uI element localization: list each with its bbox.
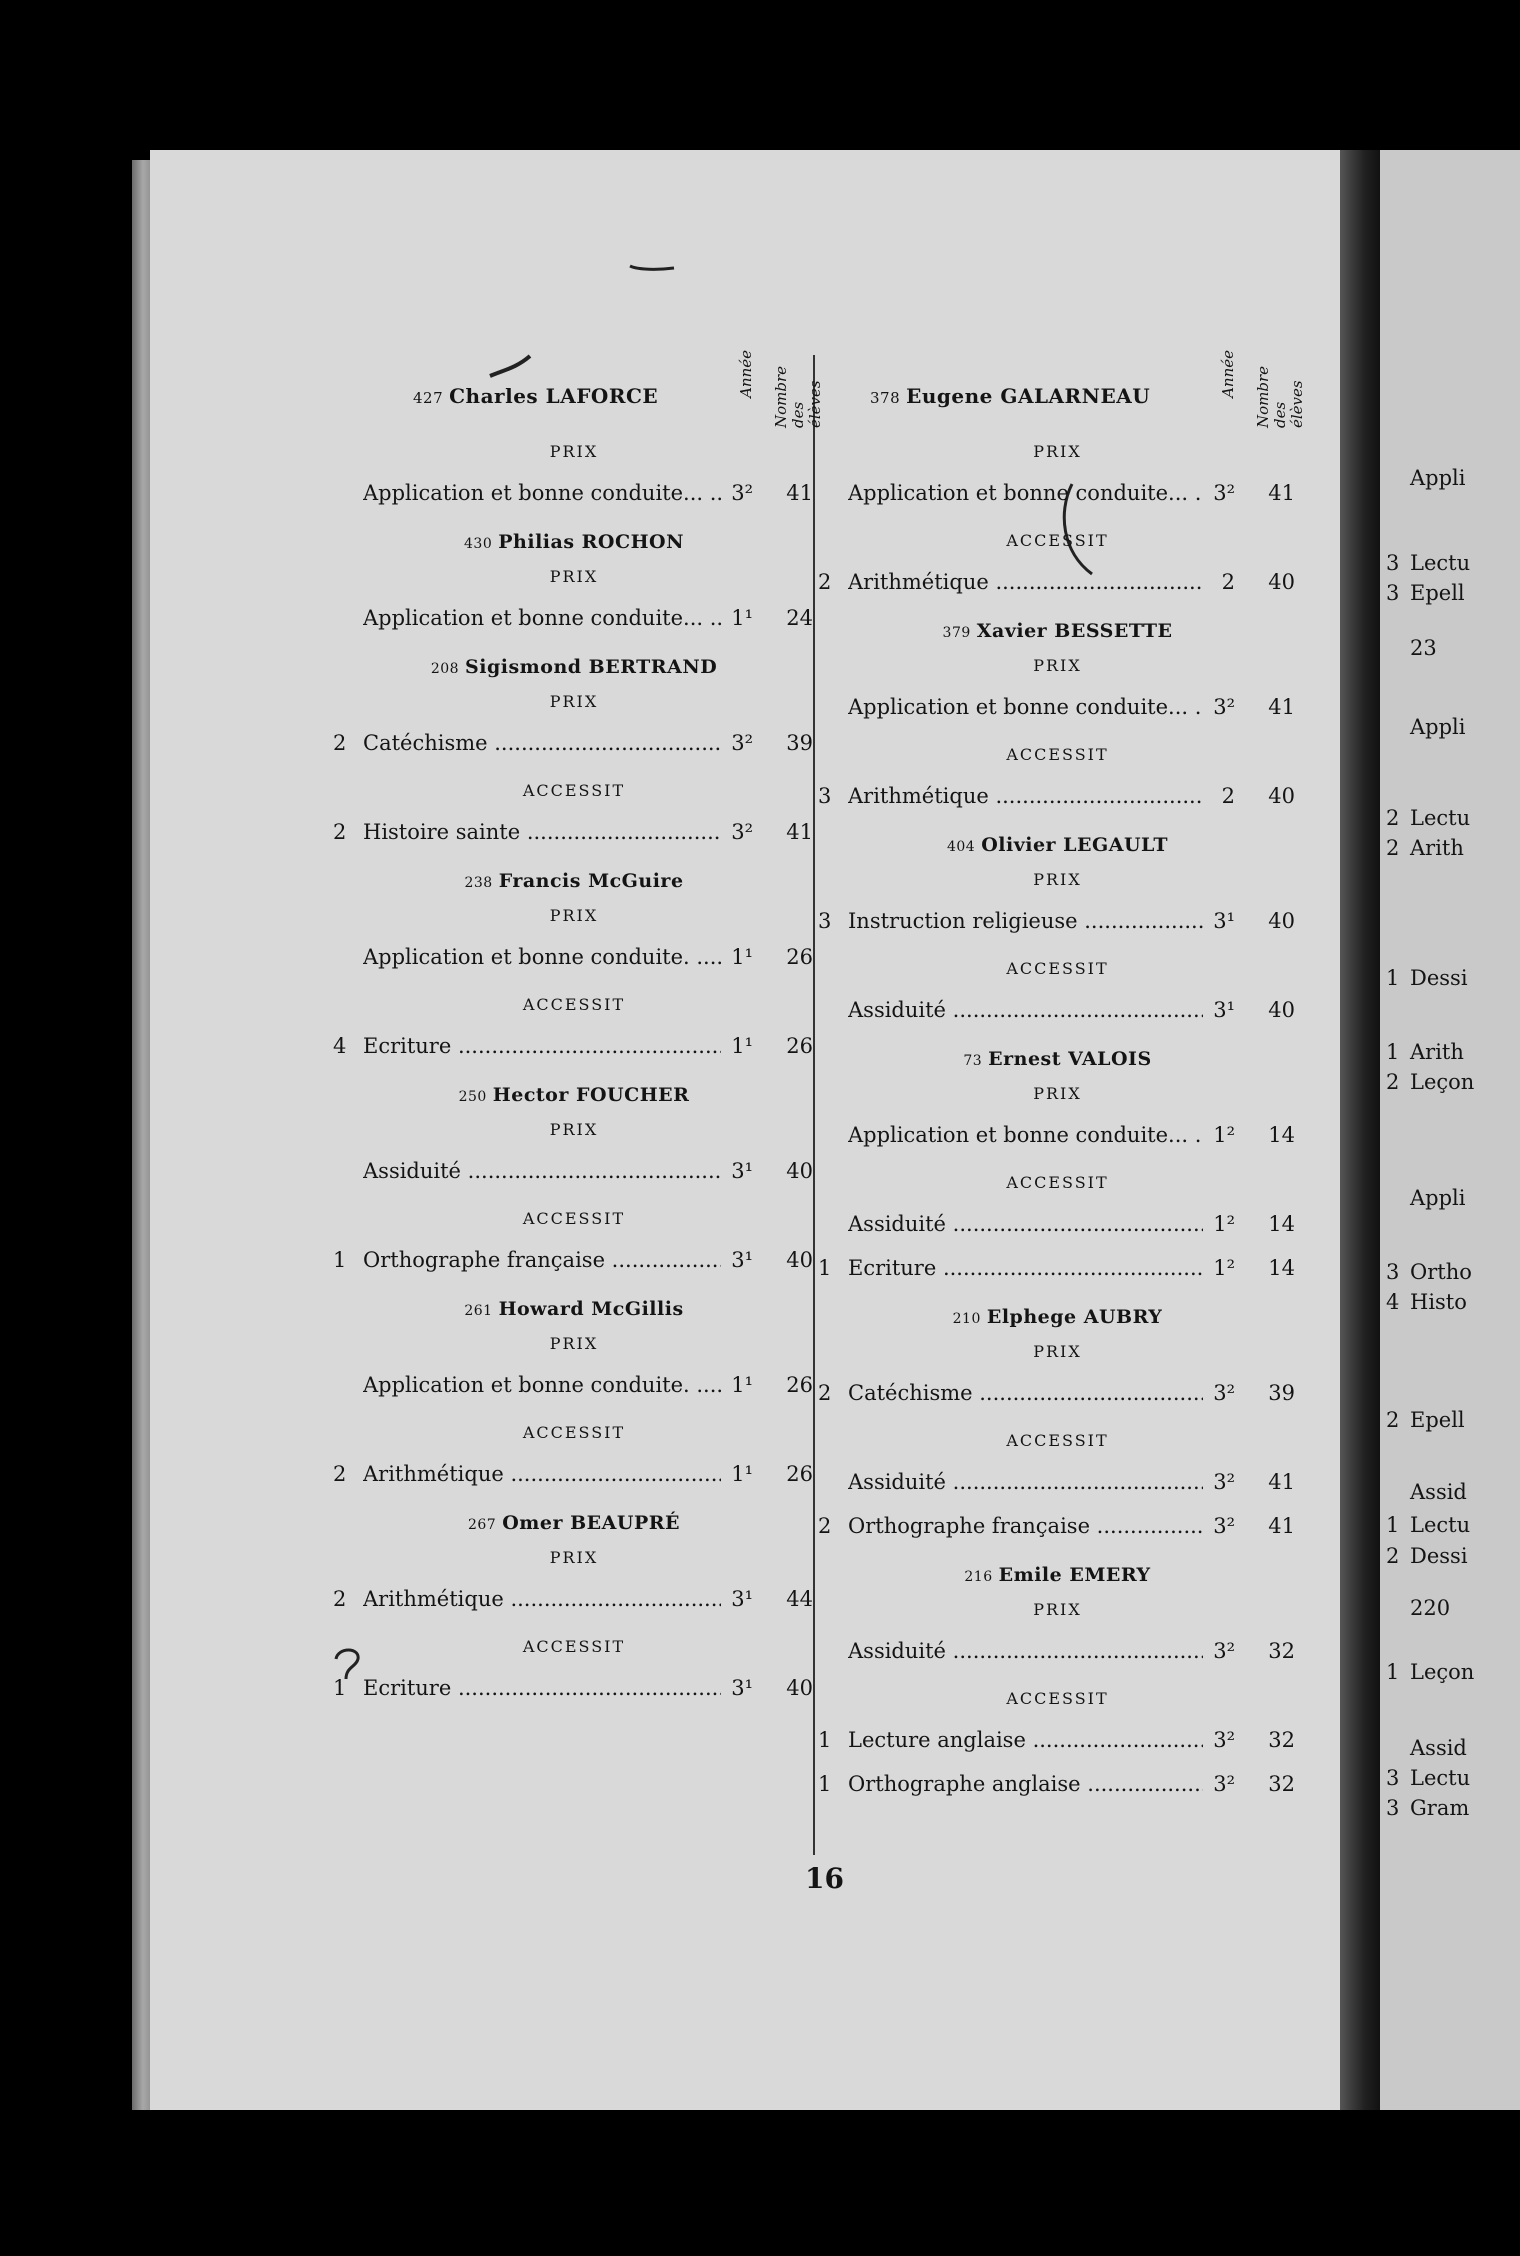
section-label: ACCESSIT bbox=[522, 1209, 626, 1228]
section-label: PRIX bbox=[1033, 442, 1082, 461]
nombre-value: 26 bbox=[786, 1373, 813, 1397]
annee-value: 3¹ bbox=[1205, 998, 1235, 1022]
student-number: 73 bbox=[963, 1053, 983, 1069]
student-number: 267 bbox=[467, 1517, 497, 1533]
fragment-text: Arith bbox=[1410, 836, 1464, 860]
annee-value: 1¹ bbox=[723, 1034, 753, 1058]
rank-number: 2 bbox=[818, 1514, 832, 1538]
annee-value: 3² bbox=[723, 731, 753, 755]
nombre-value: 32 bbox=[1268, 1639, 1295, 1663]
annee-value: 3² bbox=[1205, 481, 1235, 505]
nombre-value: 41 bbox=[1268, 1514, 1295, 1538]
column-header bbox=[335, 340, 824, 428]
rank-number: 1 bbox=[1386, 1660, 1400, 1684]
fragment-text: Leçon bbox=[1410, 1660, 1475, 1684]
section-label: ACCESSIT bbox=[1006, 1431, 1109, 1450]
rank-number: 1 bbox=[333, 1676, 347, 1700]
fragment-text: Lectu bbox=[1410, 806, 1471, 830]
annee-value: 3² bbox=[1205, 1639, 1235, 1663]
student-number: 210 bbox=[952, 1311, 981, 1327]
annee-value: 1² bbox=[1205, 1212, 1235, 1236]
section-label: PRIX bbox=[549, 1120, 599, 1139]
prize-row bbox=[820, 1506, 1295, 1550]
annee-value: 3² bbox=[723, 481, 753, 505]
fragment-text: Appli bbox=[1410, 466, 1466, 490]
fragment-text: Leçon bbox=[1410, 1070, 1475, 1094]
rank-number: 1 bbox=[818, 1256, 832, 1280]
rank-number: 1 bbox=[333, 1248, 347, 1272]
section-label: PRIX bbox=[549, 1548, 599, 1567]
annee-value: 3¹ bbox=[723, 1248, 753, 1272]
prize-row bbox=[335, 1240, 813, 1284]
left-column bbox=[333, 340, 824, 1712]
student-name-text: Sigismond BERTRAND bbox=[465, 656, 718, 678]
column-divider bbox=[813, 355, 815, 1855]
nombre-value: 14 bbox=[1268, 1123, 1295, 1147]
fragment-text: Dessi bbox=[1410, 1544, 1468, 1568]
nombre-value: 40 bbox=[1268, 909, 1295, 933]
rank-number: 3 bbox=[1386, 581, 1400, 605]
rank-number: 2 bbox=[333, 1462, 347, 1486]
fragment-text: Lectu bbox=[1410, 1766, 1471, 1790]
page-number: 16 bbox=[805, 1862, 844, 1895]
next-page-line bbox=[1386, 1544, 1468, 1568]
next-page-line bbox=[1386, 1290, 1467, 1314]
subject: Arithmétique ..... bbox=[363, 1462, 721, 1486]
next-page-line bbox=[1386, 1736, 1467, 1760]
next-page-line bbox=[1386, 1596, 1450, 1620]
student-name-text: Olivier LEGAULT bbox=[981, 834, 1169, 856]
rank-number: 4 bbox=[333, 1034, 347, 1058]
subject: Assiduité ..... bbox=[848, 1639, 1203, 1663]
subject: Application et bonne conduite... ..... bbox=[848, 481, 1203, 505]
section-label: PRIX bbox=[1033, 1084, 1082, 1103]
prize-row bbox=[335, 1151, 813, 1195]
fragment-text: Dessi bbox=[1410, 966, 1468, 990]
student-name bbox=[335, 656, 813, 678]
next-page-line bbox=[1386, 1766, 1470, 1790]
student-name bbox=[335, 1084, 813, 1106]
section-label: ACCESSIT bbox=[1006, 959, 1109, 978]
student-name-text: Francis McGuire bbox=[498, 870, 684, 892]
next-page-line bbox=[1386, 636, 1437, 660]
student-number: 250 bbox=[458, 1089, 487, 1105]
rank-number: 2 bbox=[1386, 1070, 1400, 1094]
section-label: ACCESSIT bbox=[1006, 1173, 1109, 1192]
subject: Catéchisme ..... bbox=[363, 731, 721, 755]
annee-value: 1² bbox=[1205, 1256, 1235, 1280]
subject: Arithmétique ..... bbox=[848, 784, 1203, 808]
next-page-line bbox=[1386, 466, 1465, 490]
nombre-value: 41 bbox=[1268, 1470, 1295, 1494]
section-label: PRIX bbox=[1033, 1600, 1082, 1619]
prize-row bbox=[335, 598, 813, 642]
rank-number: 3 bbox=[818, 909, 832, 933]
prize-row bbox=[820, 990, 1295, 1034]
nombre-value: 41 bbox=[1268, 481, 1295, 505]
fragment-text: Gram bbox=[1410, 1796, 1470, 1820]
student-name-text: Elphege AUBRY bbox=[986, 1306, 1163, 1328]
next-page-line bbox=[1386, 836, 1464, 860]
fragment-text: Histo bbox=[1410, 1290, 1467, 1314]
subject: Application et bonne conduite... ..... bbox=[363, 481, 721, 505]
annee-value: 3² bbox=[1205, 695, 1235, 719]
section-label: ACCESSIT bbox=[1006, 745, 1109, 764]
student-name bbox=[335, 1298, 813, 1320]
next-page-line bbox=[1386, 1796, 1469, 1820]
nombre-value: 40 bbox=[1268, 998, 1295, 1022]
prize-row bbox=[820, 562, 1295, 606]
student-name bbox=[820, 1048, 1295, 1070]
annee-value: 3² bbox=[1205, 1470, 1235, 1494]
section-label: PRIX bbox=[1033, 656, 1082, 675]
nombre-value: 40 bbox=[786, 1248, 813, 1272]
rank-number: 4 bbox=[1386, 1290, 1400, 1314]
student-name bbox=[335, 1512, 813, 1534]
prize-row bbox=[820, 1204, 1295, 1248]
nombre-value: 32 bbox=[1268, 1772, 1295, 1796]
prize-row bbox=[820, 473, 1295, 517]
subject: Orthographe française ..... bbox=[848, 1514, 1203, 1538]
nombre-value: 40 bbox=[1268, 784, 1295, 808]
next-page-line bbox=[1386, 806, 1470, 830]
section-label: PRIX bbox=[549, 442, 599, 461]
student-number: 208 bbox=[430, 661, 460, 677]
subject: Lecture anglaise ..... bbox=[848, 1728, 1203, 1752]
fragment-text: Epell bbox=[1410, 581, 1465, 605]
subject: Assiduité ..... bbox=[848, 998, 1203, 1022]
prize-row bbox=[820, 1248, 1295, 1292]
fragment-text: Epell bbox=[1410, 1408, 1465, 1432]
annee-value: 3¹ bbox=[1205, 909, 1235, 933]
nombre-value: 41 bbox=[1268, 695, 1295, 719]
fragment-text: Lectu bbox=[1410, 551, 1471, 575]
prize-row bbox=[335, 1454, 813, 1498]
next-page-line bbox=[1386, 1660, 1474, 1684]
annee-value: 3² bbox=[1205, 1381, 1235, 1405]
student-name-text: Xavier BESSETTE bbox=[976, 620, 1173, 642]
prize-row bbox=[335, 723, 813, 767]
rank-number: 1 bbox=[818, 1728, 832, 1752]
rank-number: 1 bbox=[1386, 1040, 1400, 1064]
student-name-text: Howard McGillis bbox=[498, 1298, 684, 1320]
annee-value: 3² bbox=[723, 820, 753, 844]
fragment-text: Assid bbox=[1410, 1736, 1467, 1760]
rank-number: 2 bbox=[333, 731, 347, 755]
student-name-text: Emile EMERY bbox=[998, 1564, 1151, 1586]
next-page-line bbox=[1386, 1040, 1464, 1064]
next-page-line bbox=[1386, 551, 1470, 575]
subject: Orthographe anglaise ..... bbox=[848, 1772, 1203, 1796]
right-column bbox=[818, 340, 1306, 1808]
prize-row bbox=[335, 1026, 813, 1070]
subject: Ecriture ..... bbox=[363, 1034, 721, 1058]
student-number: 430 bbox=[464, 536, 493, 552]
annee-value: 3² bbox=[1205, 1514, 1235, 1538]
annee-value: 1¹ bbox=[723, 1462, 753, 1486]
annee-value: 2 bbox=[1205, 784, 1235, 808]
subject: Ecriture ..... bbox=[363, 1676, 721, 1700]
student-name bbox=[820, 1306, 1295, 1328]
prize-row bbox=[335, 1365, 813, 1409]
rank-number: 2 bbox=[1386, 836, 1400, 860]
rank-number: 3 bbox=[818, 784, 832, 808]
student-name bbox=[820, 620, 1295, 642]
student-name bbox=[820, 834, 1295, 856]
subject: Application et bonne conduite. ..... bbox=[363, 1373, 721, 1397]
nombre-value: 26 bbox=[786, 945, 813, 969]
next-page-line bbox=[1386, 1260, 1472, 1284]
nombre-header: Nombre des élèves bbox=[1254, 365, 1306, 428]
section-label: ACCESSIT bbox=[522, 1423, 626, 1442]
nombre-value: 24 bbox=[786, 606, 813, 630]
rank-number: 1 bbox=[1386, 1513, 1400, 1537]
subject: Application et bonne conduite. ..... bbox=[363, 945, 721, 969]
annee-value: 1¹ bbox=[723, 945, 753, 969]
next-page-fragment bbox=[1380, 150, 1520, 2110]
student-name-text: Omer BEAUPRÉ bbox=[502, 1512, 680, 1534]
rank-number: 2 bbox=[1386, 1544, 1400, 1568]
fragment-text: Arith bbox=[1410, 1040, 1464, 1064]
book-gutter bbox=[1340, 150, 1380, 2110]
fragment-text: 220 bbox=[1410, 1596, 1451, 1620]
student-name bbox=[870, 384, 1150, 408]
rank-number: 2 bbox=[333, 820, 347, 844]
rank-number: 3 bbox=[1386, 551, 1400, 575]
annee-value: 1¹ bbox=[723, 606, 753, 630]
student-number: 404 bbox=[946, 839, 976, 855]
section-label: PRIX bbox=[549, 567, 599, 586]
nombre-value: 26 bbox=[786, 1034, 813, 1058]
student-number: 378 bbox=[870, 389, 901, 407]
section-label: ACCESSIT bbox=[1006, 1689, 1109, 1708]
annee-value: 3¹ bbox=[723, 1587, 753, 1611]
nombre-value: 41 bbox=[786, 481, 813, 505]
prize-row bbox=[820, 901, 1295, 945]
prize-row bbox=[335, 473, 813, 517]
subject: Assiduité ..... bbox=[848, 1212, 1203, 1236]
student-number: 261 bbox=[464, 1303, 493, 1319]
next-page-line bbox=[1386, 966, 1468, 990]
subject: Histoire sainte ..... bbox=[363, 820, 721, 844]
student-name-text: Ernest VALOIS bbox=[988, 1048, 1152, 1070]
nombre-value: 44 bbox=[786, 1587, 813, 1611]
student-number: 427 bbox=[413, 389, 444, 407]
student-name-text: Charles LAFORCE bbox=[449, 384, 659, 408]
fragment-text: Assid bbox=[1410, 1480, 1467, 1504]
subject: Assiduité ..... bbox=[848, 1470, 1203, 1494]
section-label: PRIX bbox=[549, 692, 599, 711]
prize-row bbox=[820, 1720, 1295, 1764]
student-number: 379 bbox=[942, 625, 971, 641]
student-name-text: Philias ROCHON bbox=[498, 531, 684, 553]
rank-number: 3 bbox=[1386, 1796, 1400, 1820]
prize-row bbox=[335, 937, 813, 981]
prize-row bbox=[820, 1764, 1295, 1808]
next-page-line bbox=[1386, 1480, 1467, 1504]
subject: Catéchisme ..... bbox=[848, 1381, 1203, 1405]
nombre-value: 39 bbox=[1268, 1381, 1295, 1405]
annee-value: 3¹ bbox=[723, 1676, 753, 1700]
nombre-header: Nombre des élèves bbox=[772, 365, 824, 428]
next-page-line bbox=[1386, 581, 1465, 605]
subject: Orthographe française ..... bbox=[363, 1248, 721, 1272]
annee-value: 1² bbox=[1205, 1123, 1235, 1147]
subject: Instruction religieuse ..... bbox=[848, 909, 1203, 933]
student-name-text: Hector FOUCHER bbox=[492, 1084, 690, 1106]
rank-number: 2 bbox=[818, 570, 832, 594]
section-label: PRIX bbox=[549, 906, 599, 925]
subject: Application et bonne conduite... ..... bbox=[848, 695, 1203, 719]
nombre-value: 14 bbox=[1268, 1212, 1295, 1236]
fragment-text: Appli bbox=[1410, 1186, 1466, 1210]
section-label: ACCESSIT bbox=[522, 1637, 626, 1656]
nombre-value: 32 bbox=[1268, 1728, 1295, 1752]
prize-row bbox=[335, 1579, 813, 1623]
rank-number: 2 bbox=[818, 1381, 832, 1405]
next-page-line bbox=[1386, 1513, 1470, 1537]
prize-row bbox=[820, 1462, 1295, 1506]
student-name bbox=[820, 1564, 1295, 1586]
rank-number: 2 bbox=[1386, 1408, 1400, 1432]
annee-value: 3² bbox=[1205, 1728, 1235, 1752]
column-header bbox=[820, 340, 1306, 428]
section-label: ACCESSIT bbox=[1006, 531, 1109, 550]
student-name bbox=[335, 870, 813, 892]
next-page-line bbox=[1386, 1186, 1465, 1210]
subject: Arithmétique ..... bbox=[848, 570, 1203, 594]
fragment-text: Appli bbox=[1410, 715, 1466, 739]
fragment-text: Lectu bbox=[1410, 1513, 1471, 1537]
nombre-value: 14 bbox=[1268, 1256, 1295, 1280]
student-name-text: Eugene GALARNEAU bbox=[906, 384, 1151, 408]
prize-row bbox=[820, 1115, 1295, 1159]
next-page-line bbox=[1386, 1070, 1474, 1094]
prize-row bbox=[820, 1373, 1295, 1417]
prize-row bbox=[335, 1668, 813, 1712]
student-name bbox=[413, 384, 658, 408]
annee-header: Année bbox=[1219, 350, 1237, 398]
student-number: 238 bbox=[464, 875, 493, 891]
section-label: ACCESSIT bbox=[522, 995, 626, 1014]
annee-value: 3² bbox=[1205, 1772, 1235, 1796]
section-label: PRIX bbox=[1033, 870, 1082, 889]
next-page-line bbox=[1386, 1408, 1465, 1432]
nombre-value: 40 bbox=[786, 1676, 813, 1700]
fragment-text: Ortho bbox=[1410, 1260, 1472, 1284]
subject: Arithmétique ..... bbox=[363, 1587, 721, 1611]
nombre-value: 40 bbox=[786, 1159, 813, 1183]
annee-header: Année bbox=[737, 350, 755, 398]
rank-number: 2 bbox=[1386, 806, 1400, 830]
pencil-stroke bbox=[628, 258, 678, 278]
student-number: 216 bbox=[964, 1569, 993, 1585]
rank-number: 1 bbox=[818, 1772, 832, 1796]
nombre-value: 26 bbox=[786, 1462, 813, 1486]
section-label: PRIX bbox=[549, 1334, 599, 1353]
subject: Ecriture ..... bbox=[848, 1256, 1203, 1280]
subject: Application et bonne conduite... ..... bbox=[363, 606, 721, 630]
nombre-value: 39 bbox=[786, 731, 813, 755]
rank-number: 3 bbox=[1386, 1260, 1400, 1284]
subject: Assiduité ..... bbox=[363, 1159, 721, 1183]
rank-number: 3 bbox=[1386, 1766, 1400, 1790]
nombre-value: 41 bbox=[786, 820, 813, 844]
student-name bbox=[335, 531, 813, 553]
nombre-value: 40 bbox=[1268, 570, 1295, 594]
annee-value: 3¹ bbox=[723, 1159, 753, 1183]
prize-row bbox=[820, 1631, 1295, 1675]
subject: Application et bonne conduite... ..... bbox=[848, 1123, 1203, 1147]
rank-number: 1 bbox=[1386, 966, 1400, 990]
prize-row bbox=[335, 812, 813, 856]
rank-number: 2 bbox=[333, 1587, 347, 1611]
annee-value: 2 bbox=[1205, 570, 1235, 594]
prize-row bbox=[820, 776, 1295, 820]
section-label: PRIX bbox=[1033, 1342, 1082, 1361]
prize-row bbox=[820, 687, 1295, 731]
section-label: ACCESSIT bbox=[522, 781, 626, 800]
annee-value: 1¹ bbox=[723, 1373, 753, 1397]
fragment-text: 23 bbox=[1410, 636, 1437, 660]
next-page-line bbox=[1386, 715, 1465, 739]
